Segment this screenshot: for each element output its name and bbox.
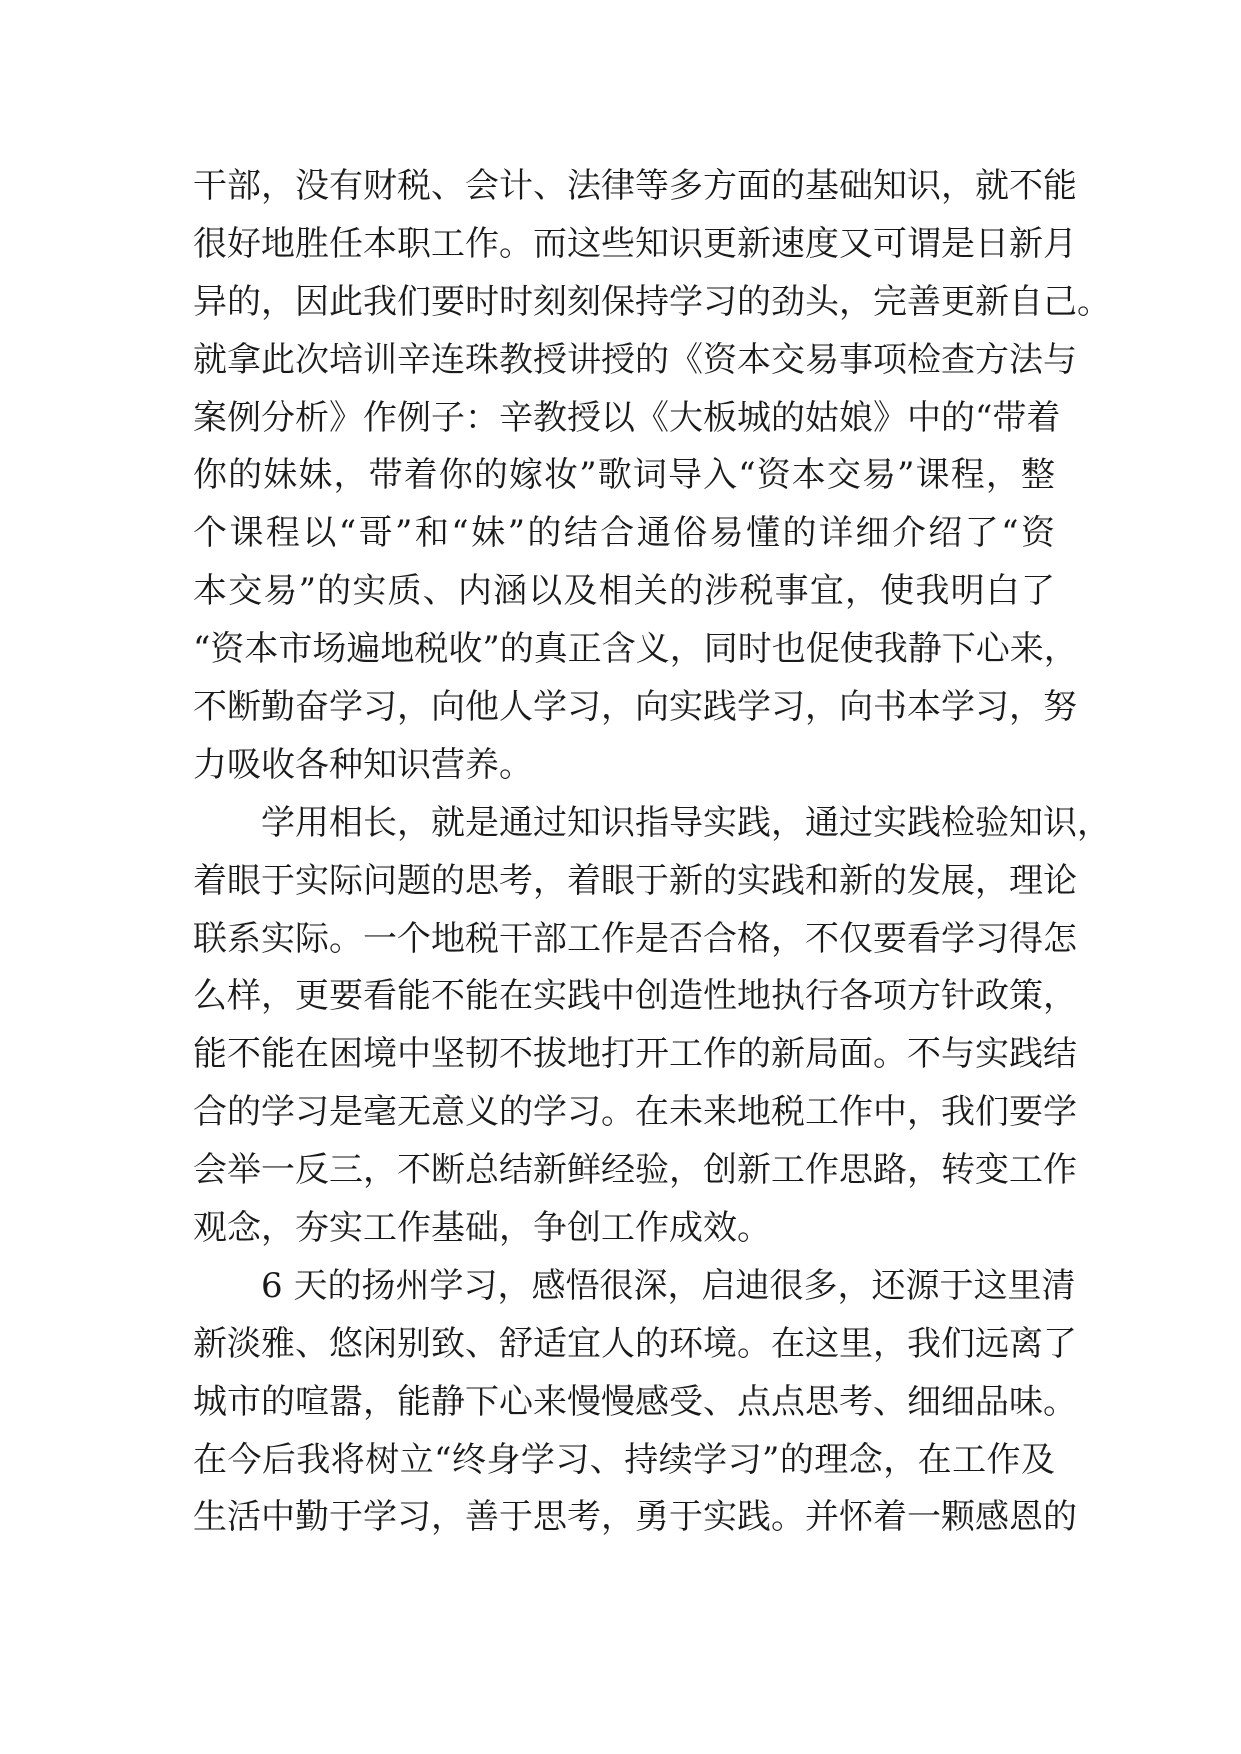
text-line: 学用相长，就是通过知识指导实践，通过实践检验知识， bbox=[261, 802, 1111, 843]
text-line: 案例分析》作例子：辛教授以《大板城的姑娘》中的“带着 bbox=[193, 397, 1061, 438]
text-line: 能不能在困境中坚韧不拔地打开工作的新局面。不与实践结 bbox=[193, 1034, 1077, 1075]
body-text bbox=[193, 158, 1111, 1547]
text-line: 个课程以“哥”和“妹”的结合通俗易懂的详细介绍了“资 bbox=[193, 513, 1055, 554]
paragraph bbox=[193, 158, 1111, 795]
paragraph bbox=[193, 795, 1111, 1258]
paragraph bbox=[193, 1258, 1077, 1547]
text-line: 联系实际。一个地税干部工作是否合格，不仅要看学习得怎 bbox=[193, 918, 1077, 959]
text-line: 就拿此次培训辛连珠教授讲授的《资本交易事项检查方法与 bbox=[193, 339, 1077, 380]
text-line: 干部，没有财税、会计、法律等多方面的基础知识，就不能 bbox=[193, 166, 1077, 206]
text-line: 6 天的扬州学习，感悟很深，启迪很多，还源于这里清 bbox=[261, 1265, 1076, 1306]
text-line: 异的，因此我们要时时刻刻保持学习的劲头，完善更新自己。 bbox=[193, 281, 1111, 322]
text-line: 生活中勤于学习，善于思考，勇于实践。并怀着一颗感恩的 bbox=[193, 1497, 1077, 1538]
text-line: 力吸收各种知识营养。 bbox=[193, 744, 533, 785]
text-line: 会举一反三，不断总结新鲜经验，创新工作思路，转变工作 bbox=[193, 1150, 1077, 1191]
text-line: 新淡雅、悠闲别致、舒适宜人的环境。在这里，我们远离了 bbox=[193, 1323, 1077, 1364]
text-line: 么样，更要看能不能在实践中创造性地执行各项方针政策， bbox=[193, 976, 1077, 1017]
text-line: 城市的喧嚣，能静下心来慢慢感受、点点思考、细细品味。 bbox=[193, 1381, 1077, 1422]
text-line: 观念，夯实工作基础，争创工作成效。 bbox=[193, 1208, 771, 1249]
text-line: 着眼于实际问题的思考，着眼于新的实践和新的发展，理论 bbox=[193, 860, 1077, 901]
text-line: 很好地胜任本职工作。而这些知识更新速度又可谓是日新月 bbox=[193, 223, 1077, 264]
text-line: 合的学习是毫无意义的学习。在未来地税工作中，我们要学 bbox=[193, 1092, 1077, 1133]
text-line: 本交易”的实质、内涵以及相关的涉税事宜，使我明白了 bbox=[193, 571, 1055, 612]
text-line: “资本市场遍地税收”的真正含义，同时也促使我静下心来， bbox=[193, 629, 1078, 670]
text-line: 不断勤奋学习，向他人学习，向实践学习，向书本学习，努 bbox=[193, 687, 1077, 728]
text-line: 在今后我将树立“终身学习、持续学习”的理念，在工作及 bbox=[193, 1439, 1055, 1480]
text-line: 你的妹妹，带着你的嫁妆”歌词导入“资本交易”课程，整 bbox=[193, 455, 1055, 496]
